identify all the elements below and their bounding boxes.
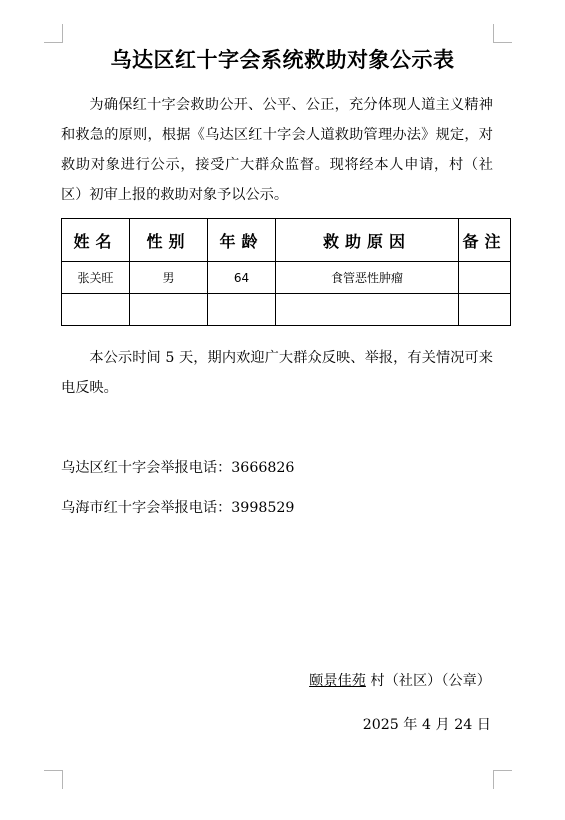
- hotline-city: [61, 497, 294, 517]
- cell-name: [62, 294, 130, 326]
- notice-paragraph: 本公示时间 5 天，期内欢迎广大群众反映、举报，有关情况可来电反映。: [61, 350, 493, 396]
- signature-line: [309, 670, 491, 690]
- intro-paragraph: 为确保红十字会救助公开、公平、公正，充分体现人道主义精神和救急的原则，根据《乌达区红十字会人道救助管理办法》规定，对救助对象进行公示，接受广大群众监督。现将经本人申请，村（社区）初审上报的救助对象予以公示。: [61, 97, 493, 203]
- cell-reason: [276, 294, 459, 326]
- hotline-number: 3998529: [231, 500, 295, 516]
- cell-gender: [130, 294, 208, 326]
- cell-age: 64: [208, 262, 276, 294]
- table-row: [62, 262, 511, 294]
- header-remark: 备注: [459, 219, 511, 262]
- hotline-number: 3666826: [231, 460, 295, 476]
- page-corner-mark-top-right: [493, 24, 512, 43]
- header-gender: 性别: [130, 219, 208, 262]
- cell-gender: 男: [130, 262, 208, 294]
- header-reason: 救助原因: [276, 219, 459, 262]
- table-header-row: [62, 219, 511, 262]
- page-corner-mark-bottom-right: [493, 770, 512, 789]
- header-name: 姓名: [62, 219, 130, 262]
- cell-name: 张关旺: [62, 262, 130, 294]
- table-row: [62, 294, 511, 326]
- cell-age: [208, 294, 276, 326]
- document-date: 2025 年 4 月 24 日: [362, 717, 491, 733]
- recipients-table: [61, 218, 511, 326]
- header-age: 年龄: [208, 219, 276, 262]
- page-corner-mark-bottom-left: [44, 770, 63, 789]
- signature-suffix: 村（社区）（公章）: [365, 673, 491, 689]
- hotline-label: 乌海市红十字会举报电话：: [61, 500, 232, 516]
- hotline-label: 乌达区红十字会举报电话：: [61, 460, 232, 476]
- cell-remark: [459, 294, 511, 326]
- community-name: 颐景佳苑: [309, 673, 366, 689]
- hotline-district: [61, 457, 294, 477]
- page-corner-mark-top-left: [44, 24, 63, 43]
- document-title: 乌达区红十字会系统救助对象公示表: [110, 48, 455, 72]
- cell-reason: 食管恶性肿瘤: [276, 262, 459, 294]
- cell-remark: [459, 262, 511, 294]
